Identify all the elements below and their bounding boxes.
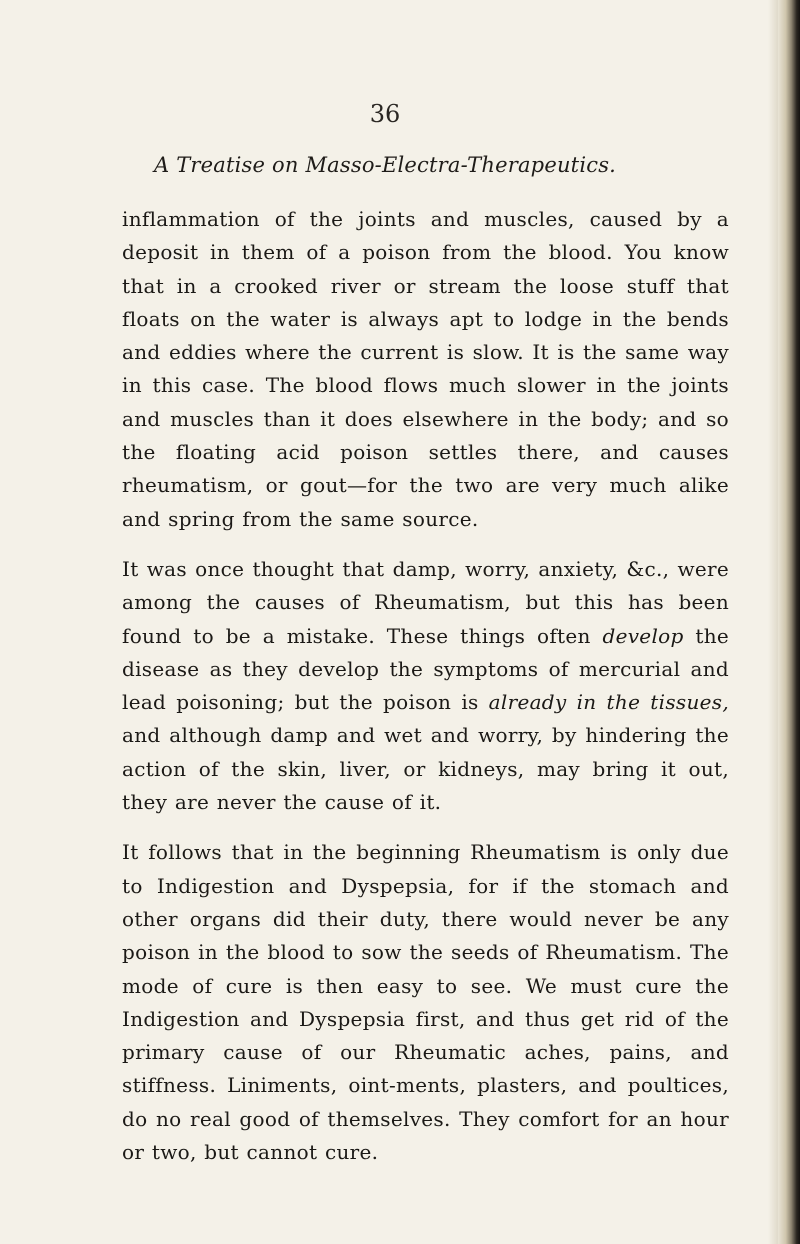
book-spine-edge bbox=[778, 0, 800, 1244]
paragraph-2-text-b: the disease as they develop the symptoms of mercurial and lead poisoning; but the poison is bbox=[122, 623, 730, 715]
paragraph-2-text-c: and although damp and wet and worry, by hindering the action of the skin, liver, or kidneys, may bring it out, they are never the cause of it. bbox=[122, 723, 729, 815]
paragraph-2 bbox=[122, 553, 729, 819]
paragraph-2-emphasis-develop: develop bbox=[602, 623, 684, 648]
paragraph-2-text-a: It was once thought that damp, worry, anxiety, &c., were among the causes of Rheumatism, but this has been found to be a mistake. These things often bbox=[122, 556, 729, 648]
running-head: A Treatise on Masso-Electra-Therapeutics. bbox=[153, 153, 617, 177]
body-text bbox=[122, 203, 729, 1186]
page-edge-shadow bbox=[768, 0, 778, 1244]
page-number: 36 bbox=[369, 100, 401, 128]
paragraph-1-text: inflammation of the joints and muscles, caused by a deposit in them of a poison from the blood. You know that in a crooked river or stream the loose stuff that floats on the water is always apt to lodge in the bends and eddies where the current is slow. It is the same way in this case. The blood flows much slower in the joints and muscles than it does elsewhere in the body; and so the floating acid poison settles there, and causes rheumatism, or gout—for the two are very much alike and spring from the same source. bbox=[122, 207, 729, 531]
paragraph-2-emphasis-tissues: already in the tissues, bbox=[488, 690, 729, 715]
paragraph-1 bbox=[122, 203, 729, 536]
paragraph-3 bbox=[122, 836, 729, 1169]
paragraph-3-text: It follows that in the beginning Rheumatism is only due to Indigestion and Dyspepsia, for if the stomach and other organs did their duty, there would never be any poison in the blood to sow the seeds of Rheumatism. The mode of cure is then easy to see. We must cure the Indigestion and Dyspepsia first, and thus get rid of the primary cause of our Rheumatic aches, pains, and stiffness. Liniments, oint-ments, plasters, and poultices, do no real good of themselves. They comfort for an hour or two, but cannot cure. bbox=[122, 840, 729, 1165]
